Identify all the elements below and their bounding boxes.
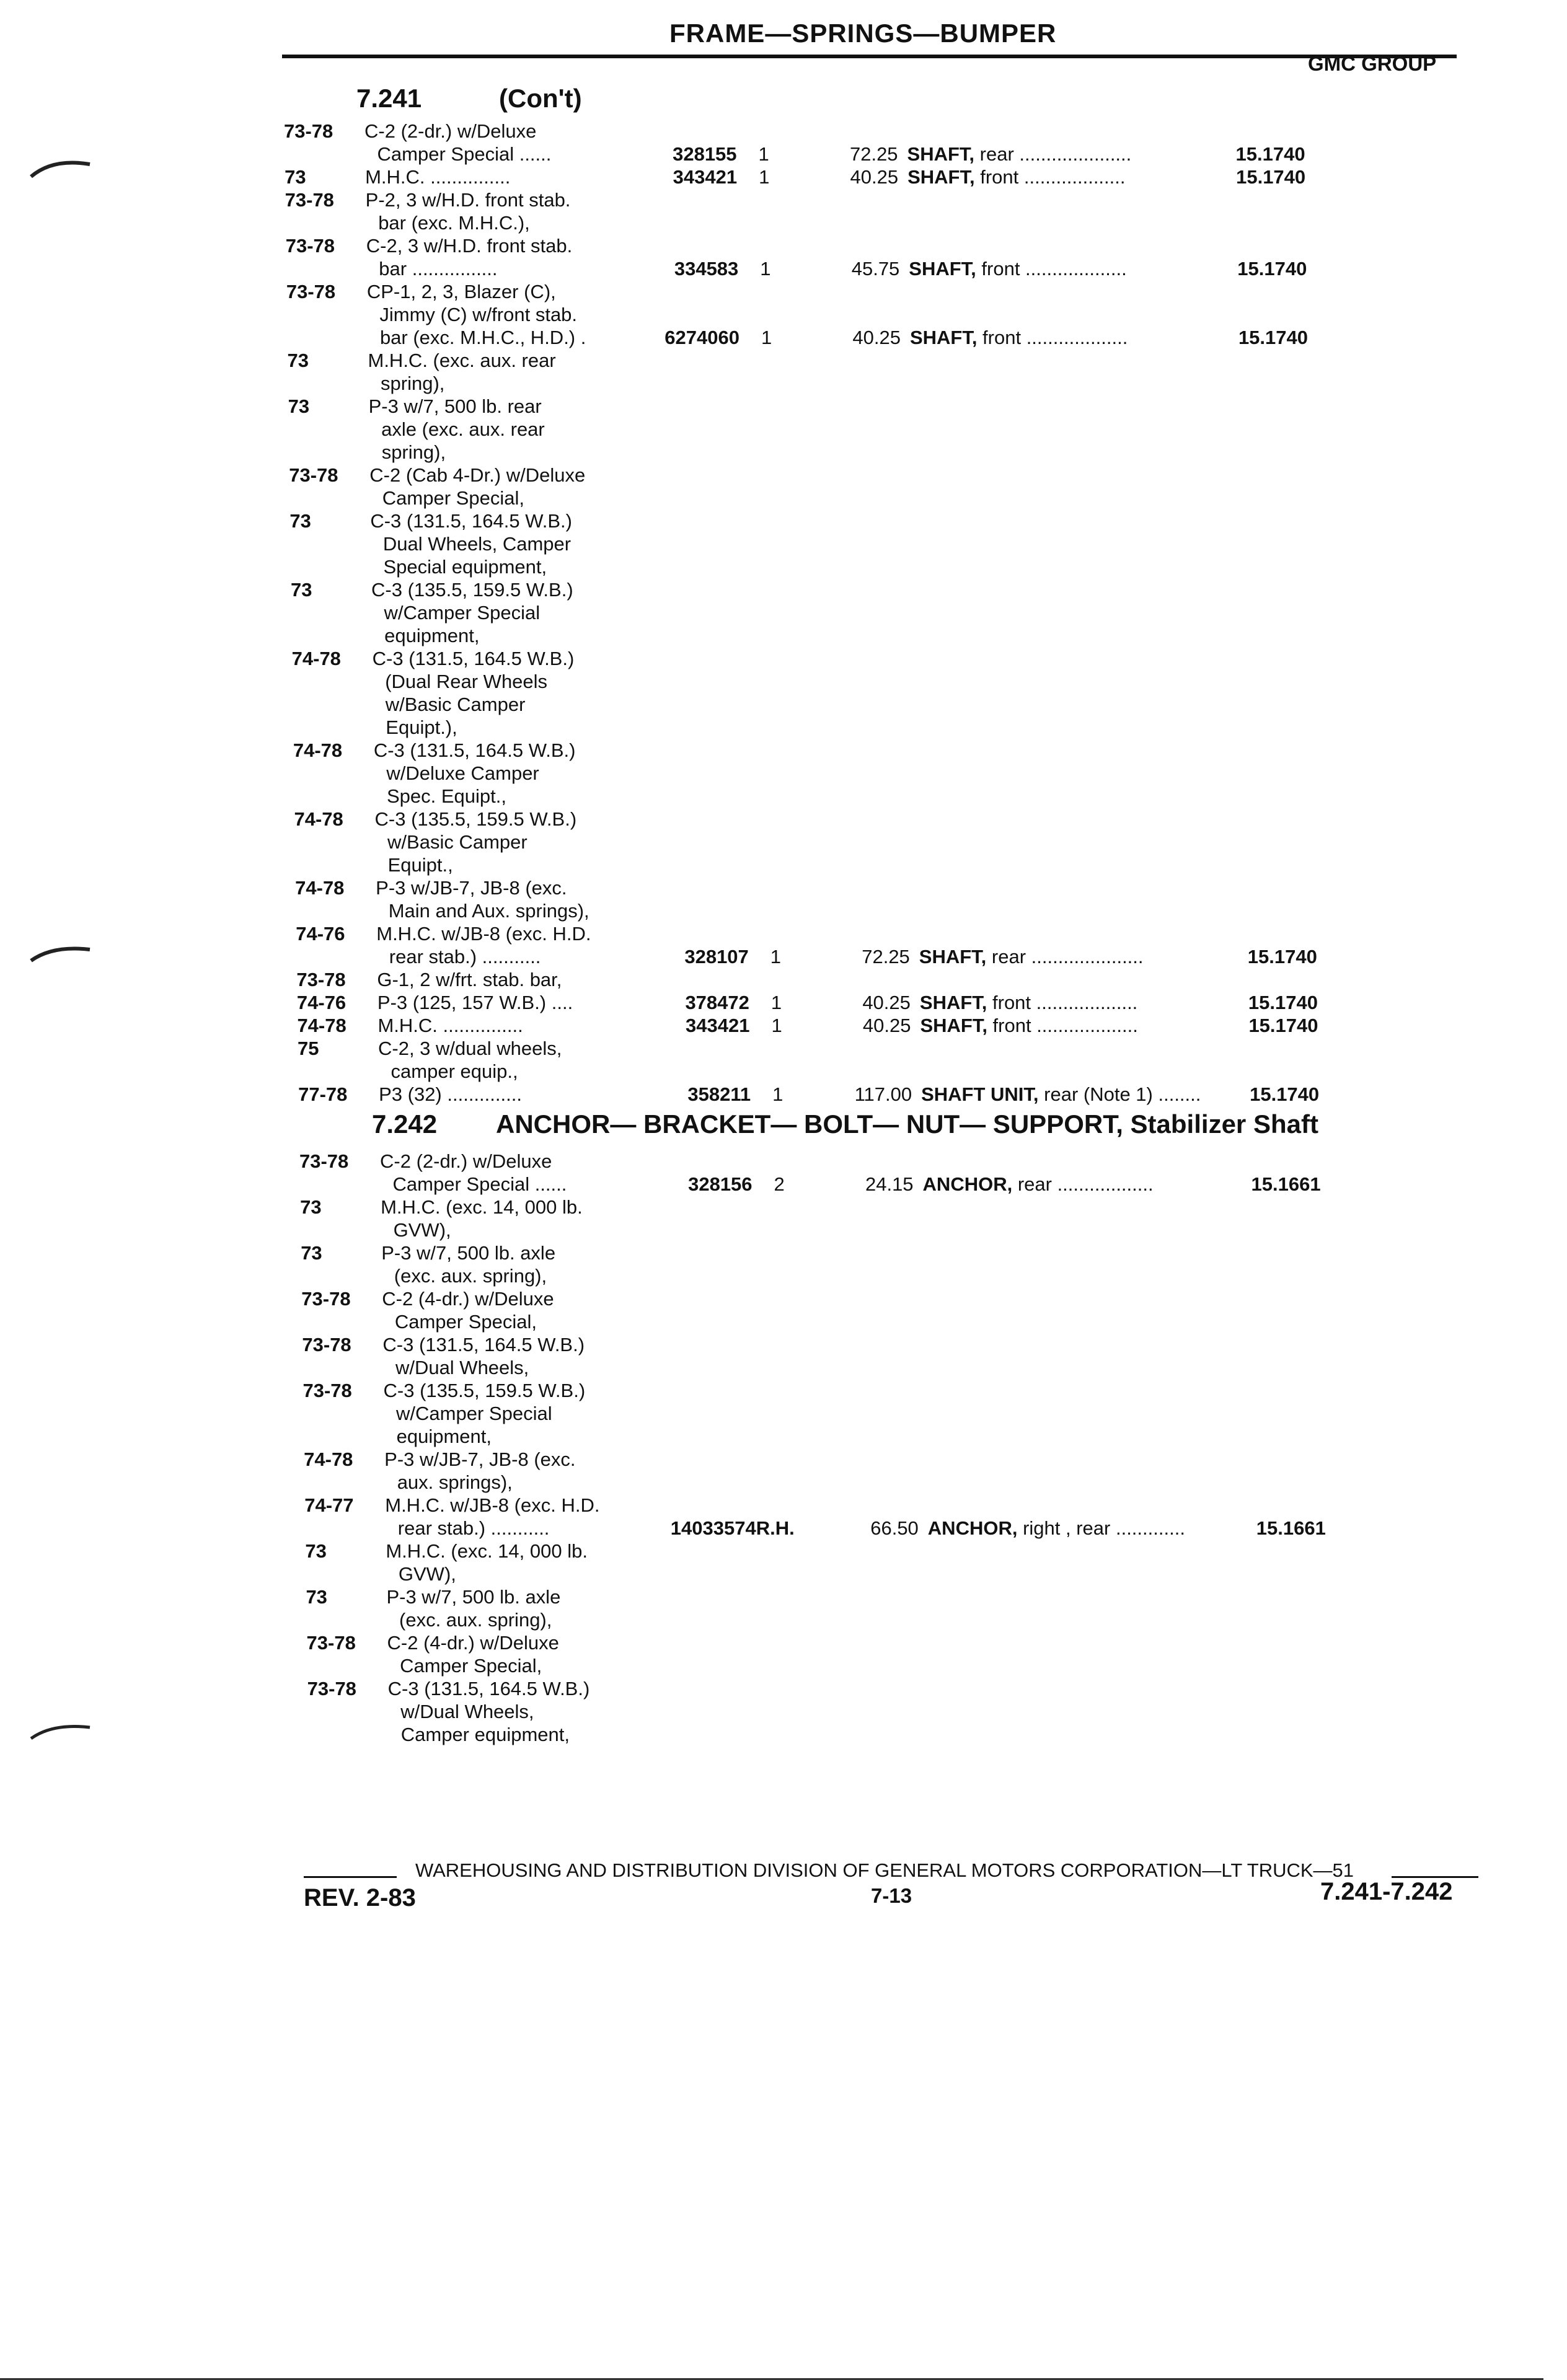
parts-list-row bbox=[288, 349, 1527, 372]
model-years: 74-76 bbox=[296, 992, 347, 1013]
application-description: Camper Special, bbox=[382, 487, 524, 509]
quantity: 1 bbox=[771, 1015, 782, 1036]
application-description: C-3 (131.5, 164.5 W.B.) bbox=[373, 739, 576, 761]
part-name-bold: SHAFT, bbox=[907, 166, 975, 188]
parts-list-row bbox=[294, 785, 1534, 808]
application-description: w/Basic Camper bbox=[387, 831, 527, 853]
part-name-bold: SHAFT, bbox=[919, 992, 987, 1013]
model-years: 73 bbox=[285, 166, 306, 188]
section-number: 7.241 bbox=[356, 84, 422, 113]
application-description: P-3 w/7, 500 lb. axle bbox=[386, 1586, 561, 1608]
model-years: 73 bbox=[291, 579, 312, 601]
price: 72.25 bbox=[849, 143, 898, 165]
model-years: 73 bbox=[305, 1540, 327, 1562]
parts-list-row bbox=[306, 1585, 1545, 1609]
price: 72.25 bbox=[862, 946, 910, 967]
application-description: Camper Special, bbox=[394, 1311, 537, 1333]
parts-list-row bbox=[303, 1402, 1543, 1426]
model-years: 73 bbox=[287, 350, 309, 371]
parts-list-row bbox=[285, 165, 1524, 189]
application-description: aux. springs), bbox=[397, 1471, 513, 1493]
parts-list-row bbox=[288, 372, 1527, 395]
parts-list-row bbox=[296, 968, 1536, 992]
part-number: 358211 bbox=[687, 1083, 751, 1105]
group-number: 15.1740 bbox=[1248, 992, 1318, 1013]
parts-list-row bbox=[307, 1654, 1547, 1678]
parts-list-row bbox=[290, 532, 1530, 556]
application-description: Camper equipment, bbox=[400, 1724, 570, 1745]
part-name-detail: rear (Note 1) ........ bbox=[1038, 1083, 1201, 1105]
quantity: 1 bbox=[770, 946, 782, 967]
parts-list-row bbox=[286, 280, 1526, 304]
part-number: 6274060 bbox=[664, 327, 739, 348]
part-name bbox=[920, 1014, 1137, 1038]
parts-list-row bbox=[293, 716, 1532, 739]
part-number: 14033574R.H. bbox=[670, 1517, 795, 1539]
parts-list-row bbox=[293, 739, 1533, 762]
part-name bbox=[919, 945, 1144, 969]
part-name bbox=[907, 143, 1132, 166]
application-description: M.H.C. (exc. 14, 000 lb. bbox=[386, 1540, 588, 1562]
application-description: P-3 w/JB-7, JB-8 (exc. bbox=[376, 877, 567, 899]
part-name-detail: front ................... bbox=[977, 327, 1128, 348]
part-number: 378472 bbox=[685, 992, 749, 1013]
parts-list-row bbox=[299, 1150, 1539, 1173]
group-number: 15.1740 bbox=[1236, 166, 1306, 188]
application-description: M.H.C. ............... bbox=[365, 166, 511, 188]
model-years: 74-77 bbox=[304, 1494, 354, 1516]
part-name-detail: rear .................. bbox=[1012, 1173, 1154, 1195]
parts-list-row bbox=[301, 1241, 1540, 1265]
application-description: axle (exc. aux. rear bbox=[381, 418, 545, 440]
application-description: w/Camper Special bbox=[396, 1403, 552, 1424]
parts-list-row bbox=[300, 1173, 1540, 1196]
part-number: 343421 bbox=[673, 166, 738, 188]
part-number: 343421 bbox=[685, 1015, 750, 1036]
parts-list-row bbox=[306, 1608, 1546, 1632]
parts-list-row bbox=[294, 831, 1534, 854]
parts-list-row bbox=[302, 1310, 1542, 1334]
parts-list-row bbox=[285, 188, 1525, 212]
part-name-bold: SHAFT, bbox=[920, 1015, 987, 1036]
model-years: 73-78 bbox=[286, 281, 336, 302]
parts-list-row bbox=[301, 1264, 1541, 1288]
application-description: M.H.C. (exc. 14, 000 lb. bbox=[381, 1196, 583, 1218]
parts-list-row bbox=[290, 555, 1530, 579]
application-description: P-3 w/JB-7, JB-8 (exc. bbox=[384, 1448, 576, 1470]
application-description: Camper Special ...... bbox=[392, 1173, 567, 1195]
parts-list-row bbox=[305, 1540, 1545, 1563]
group-number: 15.1740 bbox=[1248, 1015, 1318, 1036]
parts-list-row bbox=[302, 1356, 1542, 1380]
model-years: 73-78 bbox=[299, 1150, 349, 1172]
parts-list-row bbox=[294, 808, 1534, 831]
parts-list-row bbox=[292, 670, 1532, 694]
model-years: 73-78 bbox=[289, 464, 338, 486]
application-description: P3 (32) .............. bbox=[379, 1083, 522, 1105]
model-years: 74-78 bbox=[295, 877, 345, 899]
application-description: GVW), bbox=[393, 1219, 451, 1241]
application-description: C-2 (2-dr.) w/Deluxe bbox=[380, 1150, 552, 1172]
quantity: 1 bbox=[761, 327, 772, 348]
parts-list-row bbox=[292, 647, 1532, 671]
model-years: 73 bbox=[289, 510, 311, 532]
price: 40.25 bbox=[850, 166, 899, 188]
parts-list-row bbox=[287, 326, 1527, 350]
footer-publisher: WAREHOUSING AND DISTRIBUTION DIVISION OF GENERAL MOTORS CORPORATION—LT TRUCK—51 bbox=[415, 1859, 1354, 1881]
part-name-bold: SHAFT, bbox=[919, 946, 987, 967]
model-years: 73-78 bbox=[285, 235, 335, 257]
model-years: 73-78 bbox=[302, 1380, 352, 1401]
parts-list-row bbox=[297, 991, 1537, 1015]
group-number: 15.1661 bbox=[1256, 1517, 1326, 1539]
parts-list-row bbox=[293, 693, 1532, 716]
parts-list-row bbox=[306, 1562, 1545, 1586]
group-number: 15.1740 bbox=[1238, 327, 1308, 348]
model-years: 74-78 bbox=[293, 739, 343, 761]
application-description: spring), bbox=[381, 372, 445, 394]
parts-list-row bbox=[301, 1219, 1540, 1242]
model-years: 73-78 bbox=[284, 120, 333, 142]
part-name-detail: front ................... bbox=[987, 1015, 1138, 1036]
parts-list-row bbox=[293, 762, 1533, 785]
parts-list-row bbox=[296, 945, 1536, 969]
application-description: rear stab.) ........... bbox=[397, 1517, 550, 1539]
part-name-bold: SHAFT, bbox=[909, 327, 978, 348]
application-description: G-1, 2 w/frt. stab. bar, bbox=[377, 969, 562, 990]
parts-list-row bbox=[298, 1083, 1538, 1106]
application-description: camper equip., bbox=[391, 1060, 518, 1082]
application-description: C-3 (131.5, 164.5 W.B.) bbox=[387, 1678, 590, 1699]
part-name-bold: SHAFT, bbox=[907, 143, 975, 165]
application-description: Dual Wheels, Camper bbox=[382, 533, 572, 555]
parts-list-row bbox=[300, 1196, 1540, 1219]
part-name bbox=[928, 1517, 1185, 1540]
application-description: P-3 (125, 157 W.B.) .... bbox=[377, 992, 573, 1013]
application-description: spring), bbox=[381, 441, 446, 463]
part-name bbox=[920, 991, 1137, 1015]
quantity: 1 bbox=[772, 1083, 784, 1105]
parts-list-row bbox=[285, 143, 1524, 166]
margin-mark-2 bbox=[28, 936, 96, 967]
part-name-detail: front ................... bbox=[987, 992, 1138, 1013]
price: 117.00 bbox=[854, 1083, 912, 1105]
quantity: 1 bbox=[760, 258, 771, 280]
application-description: bar (exc. M.H.C.), bbox=[378, 212, 530, 234]
application-description: w/Dual Wheels, bbox=[400, 1701, 534, 1722]
parts-list-row bbox=[308, 1723, 1548, 1747]
parts-list-row bbox=[288, 418, 1528, 441]
group-label: GMC GROUP bbox=[1308, 52, 1437, 75]
header-rule bbox=[282, 55, 1457, 58]
part-number: 328107 bbox=[684, 946, 749, 967]
application-description: Equipt.), bbox=[386, 716, 457, 738]
part-number: 328155 bbox=[673, 143, 737, 165]
parts-list-row bbox=[288, 395, 1528, 418]
parts-list-row bbox=[298, 1060, 1538, 1083]
application-description: w/Dual Wheels, bbox=[395, 1357, 529, 1378]
part-name-bold: ANCHOR, bbox=[927, 1517, 1018, 1539]
page-header-title: FRAME—SPRINGS—BUMPER bbox=[669, 19, 1057, 48]
application-description: C-3 (135.5, 159.5 W.B.) bbox=[383, 1380, 586, 1401]
parts-list-row bbox=[304, 1448, 1543, 1471]
application-description: Jimmy (C) w/front stab. bbox=[379, 304, 578, 325]
model-years: 74-76 bbox=[296, 923, 345, 945]
application-description: equipment, bbox=[384, 625, 480, 646]
group-number: 15.1740 bbox=[1250, 1083, 1320, 1105]
parts-list-row bbox=[286, 234, 1525, 258]
application-description: CP-1, 2, 3, Blazer (C), bbox=[366, 281, 556, 302]
application-description: GVW), bbox=[398, 1563, 456, 1585]
section-title: ANCHOR— BRACKET— BOLT— NUT— SUPPORT, Stabilizer Shaft bbox=[496, 1109, 1318, 1139]
application-description: C-3 (131.5, 164.5 W.B.) bbox=[370, 510, 572, 532]
parts-list-row bbox=[307, 1700, 1547, 1724]
parts-list-row bbox=[289, 441, 1529, 464]
application-description: P-3 w/7, 500 lb. rear bbox=[368, 395, 542, 417]
parts-list-row bbox=[286, 257, 1525, 281]
application-description: Equipt., bbox=[387, 854, 453, 876]
model-years: 74-78 bbox=[304, 1448, 353, 1470]
model-years: 73-78 bbox=[301, 1288, 351, 1310]
application-description: C-2 (Cab 4-Dr.) w/Deluxe bbox=[369, 464, 586, 486]
section-range: 7.241-7.242 bbox=[1320, 1878, 1453, 1905]
part-name-detail: rear ..................... bbox=[974, 143, 1132, 165]
price: 66.50 bbox=[870, 1517, 919, 1539]
parts-list-row bbox=[302, 1333, 1542, 1357]
model-years: 73-78 bbox=[285, 189, 334, 211]
model-years: 73 bbox=[300, 1196, 322, 1218]
model-years: 73-78 bbox=[307, 1678, 356, 1699]
part-name-detail: front ................... bbox=[974, 166, 1126, 188]
group-number: 15.1740 bbox=[1237, 258, 1307, 280]
application-description: C-2, 3 w/H.D. front stab. bbox=[366, 235, 573, 257]
quantity: 1 bbox=[758, 143, 769, 165]
margin-mark-1 bbox=[28, 152, 96, 183]
application-description: (Dual Rear Wheels bbox=[385, 671, 548, 692]
part-name-bold: SHAFT UNIT, bbox=[921, 1083, 1039, 1105]
parts-list-row bbox=[307, 1677, 1547, 1701]
part-name bbox=[910, 326, 1128, 350]
application-description: M.H.C. w/JB-8 (exc. H.D. bbox=[385, 1494, 600, 1516]
application-description: (exc. aux. spring), bbox=[394, 1265, 547, 1287]
parts-list-row bbox=[304, 1494, 1544, 1517]
application-description: C-2 (4-dr.) w/Deluxe bbox=[387, 1632, 559, 1654]
application-description: P-3 w/7, 500 lb. axle bbox=[381, 1242, 556, 1264]
page-number: 7-13 bbox=[871, 1884, 912, 1907]
price: 40.25 bbox=[862, 992, 911, 1013]
application-description: C-3 (131.5, 164.5 W.B.) bbox=[382, 1334, 585, 1355]
parts-list-row bbox=[295, 853, 1535, 877]
model-years: 77-78 bbox=[298, 1083, 348, 1105]
part-number: 334583 bbox=[674, 258, 739, 280]
model-years: 73 bbox=[288, 395, 310, 417]
parts-list-row bbox=[285, 211, 1525, 235]
application-description: w/Basic Camper bbox=[385, 694, 526, 715]
parts-list-row bbox=[289, 487, 1529, 510]
application-description: Main and Aux. springs), bbox=[388, 900, 589, 922]
parts-list-row bbox=[304, 1471, 1544, 1494]
model-years: 73 bbox=[306, 1586, 327, 1608]
parts-list-row bbox=[298, 1037, 1537, 1060]
model-years: 74-78 bbox=[291, 648, 341, 669]
part-name-detail: front ................... bbox=[976, 258, 1127, 280]
application-description: C-2 (4-dr.) w/Deluxe bbox=[382, 1288, 554, 1310]
parts-list-row bbox=[284, 120, 1524, 143]
quantity: 1 bbox=[759, 166, 770, 188]
model-years: 73 bbox=[301, 1242, 322, 1264]
application-description: M.H.C. (exc. aux. rear bbox=[368, 350, 556, 371]
parts-list-row bbox=[296, 922, 1535, 946]
model-years: 73-78 bbox=[306, 1632, 356, 1654]
model-years: 75 bbox=[298, 1038, 319, 1059]
application-description: bar (exc. M.H.C., H.D.) . bbox=[379, 327, 586, 348]
parts-list-row bbox=[305, 1517, 1545, 1540]
parts-list-row bbox=[291, 624, 1531, 648]
application-description: equipment, bbox=[396, 1426, 492, 1447]
model-years: 74-78 bbox=[297, 1015, 347, 1036]
application-description: w/Camper Special bbox=[384, 602, 541, 624]
application-description: w/Deluxe Camper bbox=[386, 762, 539, 784]
part-name bbox=[907, 165, 1125, 189]
model-years: 74-78 bbox=[294, 808, 343, 830]
application-description: M.H.C. ............... bbox=[377, 1015, 523, 1036]
group-number: 15.1740 bbox=[1247, 946, 1317, 967]
application-description: M.H.C. w/JB-8 (exc. H.D. bbox=[376, 923, 591, 945]
parts-list-row bbox=[286, 303, 1526, 327]
application-description: Special equipment, bbox=[383, 556, 547, 578]
parts-list-row bbox=[303, 1379, 1543, 1403]
price: 24.15 bbox=[865, 1173, 914, 1195]
application-description: rear stab.) ........... bbox=[389, 946, 541, 967]
application-description: (exc. aux. spring), bbox=[399, 1609, 552, 1631]
part-number: 328156 bbox=[688, 1173, 753, 1195]
section-title: (Con't) bbox=[499, 84, 582, 113]
parts-list-row bbox=[295, 876, 1535, 900]
price: 40.25 bbox=[852, 327, 901, 348]
application-description: C-2 (2-dr.) w/Deluxe bbox=[364, 120, 537, 142]
section-number: 7.242 bbox=[372, 1109, 438, 1139]
parts-list-row bbox=[291, 601, 1531, 625]
application-description: Spec. Equipt., bbox=[386, 785, 506, 807]
part-name-detail: right , rear ............. bbox=[1017, 1517, 1185, 1539]
revision-label: REV. 2-83 bbox=[304, 1884, 416, 1911]
margin-mark-3 bbox=[28, 1714, 96, 1745]
application-description: Camper Special ...... bbox=[377, 143, 552, 165]
quantity: 2 bbox=[774, 1173, 785, 1195]
price: 45.75 bbox=[851, 258, 900, 280]
application-description: C-3 (135.5, 159.5 W.B.) bbox=[374, 808, 577, 830]
price: 40.25 bbox=[862, 1015, 911, 1036]
parts-list-row bbox=[307, 1631, 1547, 1655]
application-description: C-3 (131.5, 164.5 W.B.) bbox=[372, 648, 575, 669]
quantity: 1 bbox=[770, 992, 782, 1013]
parts-list-row bbox=[289, 509, 1529, 533]
part-name bbox=[909, 257, 1126, 281]
part-name bbox=[921, 1083, 1201, 1106]
application-description: P-2, 3 w/H.D. front stab. bbox=[365, 189, 571, 211]
application-description: Camper Special, bbox=[400, 1655, 542, 1677]
application-description: C-2, 3 w/dual wheels, bbox=[378, 1038, 562, 1059]
parts-list-row bbox=[296, 899, 1535, 923]
parts-list-row bbox=[297, 1014, 1537, 1038]
group-number: 15.1740 bbox=[1235, 143, 1305, 165]
parts-list-row bbox=[289, 464, 1529, 487]
footer-rule-left bbox=[304, 1876, 397, 1878]
parts-list-row bbox=[291, 578, 1530, 602]
part-name-bold: SHAFT, bbox=[909, 258, 976, 280]
part-name bbox=[923, 1173, 1154, 1196]
group-number: 15.1661 bbox=[1251, 1173, 1321, 1195]
part-name-bold: ANCHOR, bbox=[922, 1173, 1013, 1195]
parts-list-row bbox=[301, 1287, 1541, 1311]
part-name-detail: rear ..................... bbox=[986, 946, 1144, 967]
application-description: C-3 (135.5, 159.5 W.B.) bbox=[371, 579, 573, 601]
parts-list-row bbox=[304, 1425, 1543, 1448]
application-description: bar ................ bbox=[379, 258, 498, 280]
model-years: 73-78 bbox=[296, 969, 346, 990]
model-years: 73-78 bbox=[302, 1334, 351, 1355]
